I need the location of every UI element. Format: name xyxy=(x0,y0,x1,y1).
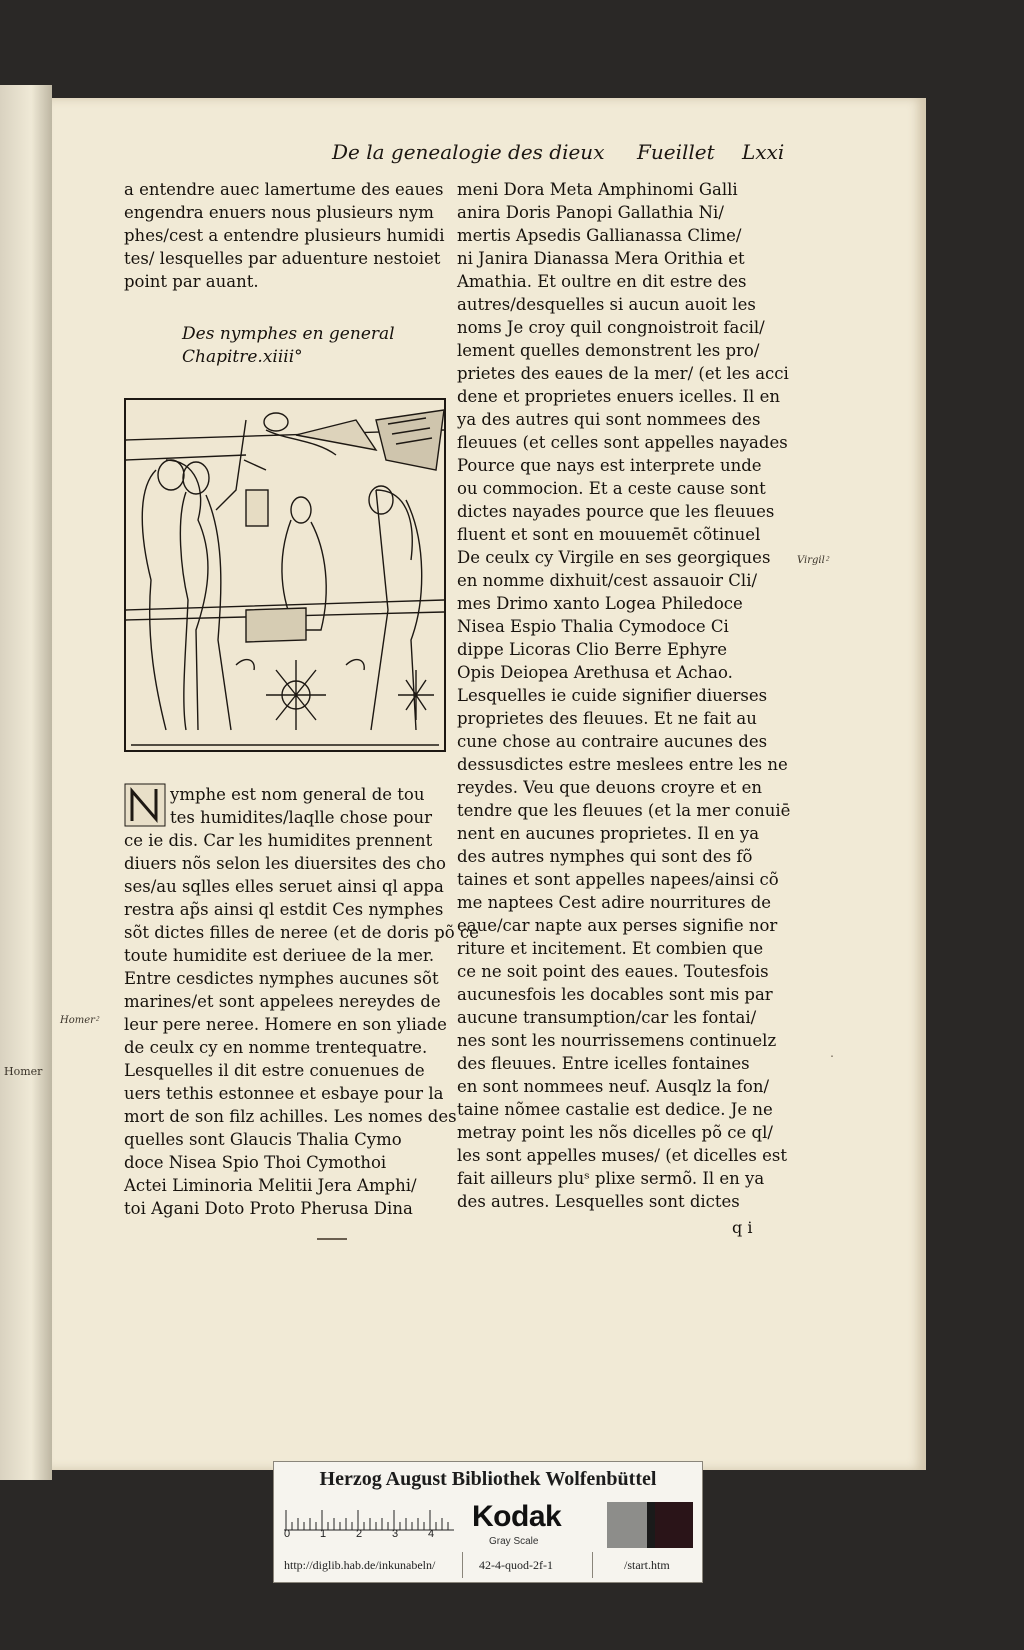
text-line: taines et sont appelles napees/ainsi cõ xyxy=(457,870,779,889)
text-line: de ceulx cy en nomme trentequatre. xyxy=(124,1038,428,1057)
text-line: des autres nymphes qui sont des fõ xyxy=(457,847,753,866)
text-line: ses/au sqlles elles seruet ainsi ql appa xyxy=(124,877,444,896)
text-line: toi Agani Doto Proto Pherusa Dina xyxy=(124,1199,413,1218)
facing-page-edge xyxy=(0,85,52,1480)
left-column-top xyxy=(124,178,445,293)
text-line: nent en aucunes proprietes. Il en ya xyxy=(457,824,760,843)
folio-number: Lxxi xyxy=(742,140,785,164)
signature-mark: q i xyxy=(732,1218,753,1237)
dark-swatch xyxy=(655,1502,693,1548)
ruler-number: 1 xyxy=(320,1528,327,1540)
text-line: point par auant. xyxy=(124,272,259,291)
text-line: reydes. Veu que deuons croyre et en xyxy=(457,778,763,797)
text-line: tes/ lesquelles par aduenture nestoiet xyxy=(124,249,441,268)
folio-label: Fueillet xyxy=(637,140,715,164)
chapter-number: Chapitre.xiiii° xyxy=(182,347,303,367)
text-line: engendra enuers nous plusieurs nym xyxy=(124,203,434,222)
kodak-logo: Kodak xyxy=(472,1500,562,1533)
facing-page-fragment: Homer xyxy=(4,1065,43,1078)
text-line: De ceulx cy Virgile en ses georgiques xyxy=(457,548,771,567)
library-title: Herzog August Bibliothek Wolfenbüttel xyxy=(319,1468,657,1490)
text-line: mes Drimo xanto Logea Philedoce xyxy=(457,594,743,613)
text-line: tendre que les fleuues (et la mer conuiē xyxy=(457,801,791,820)
url-right: /start.htm xyxy=(624,1558,670,1572)
text-line: aucune transumption/car les fontai/ xyxy=(457,1008,757,1027)
footer-divider xyxy=(462,1552,463,1578)
text-line: ya des autres qui sont nommees des xyxy=(457,410,761,429)
text-line: noms Je croy quil congnoistroit facil/ xyxy=(457,318,765,337)
text-line: fluent et sont en mouuemēt cõtinuel xyxy=(457,525,761,544)
text-line: meni Dora Meta Amphinomi Galli xyxy=(457,180,738,199)
ruler-number: 4 xyxy=(428,1528,435,1540)
text-line: en sont nommees neuf. Ausqlz la fon/ xyxy=(457,1077,770,1096)
text-line: restra ap̃s ainsi ql estdit Ces nymphes xyxy=(124,900,444,919)
text-line: sõt dictes filles de neree (et de doris põ ce xyxy=(124,923,479,942)
url-left: http://diglib.hab.de/inkunabeln/ xyxy=(284,1558,436,1572)
text-line: ou commocion. Et a ceste cause sont xyxy=(457,479,766,498)
text-line: Amathia. Et oultre en dit estre des xyxy=(457,272,747,291)
book-page xyxy=(52,98,926,1470)
ruler-number: 3 xyxy=(392,1528,399,1540)
catchmark-line xyxy=(317,1238,347,1240)
text-line: toute humidite est deriuee de la mer. xyxy=(124,946,435,965)
text-line: quelles sont Glaucis Thalia Cymo xyxy=(124,1130,402,1149)
right-column xyxy=(457,178,827,1213)
text-line: dene et proprietes enuers icelles. Il en xyxy=(457,387,780,406)
color-calibration-card xyxy=(273,1461,703,1583)
text-line: proprietes des fleuues. Et ne fait au xyxy=(457,709,757,728)
footer-divider xyxy=(592,1552,593,1578)
text-line: Entre cesdictes nymphes aucunes sõt xyxy=(124,969,439,988)
margin-note-virgile: Virgil⁲ xyxy=(797,555,829,566)
text-line: taine nõmee castalie est dedice. Je ne xyxy=(457,1100,773,1119)
text-line: anira Doris Panopi Gallathia Ni/ xyxy=(457,203,724,222)
text-line: phes/cest a entendre plusieurs humidi xyxy=(124,226,445,245)
text-line: prietes des eaues de la mer/ (et les acci xyxy=(457,364,789,383)
text-line: me naptees Cest adire nourritures de xyxy=(457,893,772,912)
text-line: uers tethis estonnee et esbaye pour la xyxy=(124,1084,444,1103)
margin-note-homer: Homer⁲ xyxy=(60,1015,99,1026)
text-line: ymphe est nom general de tou xyxy=(170,785,425,804)
text-line: mertis Apsedis Gallianassa Clime/ xyxy=(457,226,742,245)
text-line: Pource que nays est interprete unde xyxy=(457,456,762,475)
text-line: aucunesfois les docables sont mis par xyxy=(457,985,773,1004)
text-line: marines/et sont appelees nereydes de xyxy=(124,992,441,1011)
chapter-title: Des nymphes en general xyxy=(182,324,395,344)
text-line: fait ailleurs pluˢ plixe sermõ. Il en ya xyxy=(457,1169,765,1188)
text-line: dessusdictes estre meslees entre les ne xyxy=(457,755,788,774)
text-line: metray point les nõs dicelles põ ce ql/ xyxy=(457,1123,773,1142)
text-line: tes humidites/laqlle chose pour xyxy=(170,808,433,827)
text-line: Opis Deiopea Arethusa et Achao. xyxy=(457,663,733,682)
text-line: diuers nõs selon les diuersites des cho xyxy=(124,854,446,873)
text-line: nes sont les nourrissemens continuelz xyxy=(457,1031,777,1050)
text-line: ce ie dis. Car les humidites prennent xyxy=(124,831,433,850)
woodcut-illustration xyxy=(124,398,446,752)
text-line: Nisea Espio Thalia Cymodoce Ci xyxy=(457,617,729,636)
gray-swatch xyxy=(607,1502,647,1548)
text-line: fleuues (et celles sont appelles nayades xyxy=(457,433,788,452)
text-line: des autres. Lesquelles sont dictes xyxy=(457,1192,740,1211)
ruler-number: 0 xyxy=(284,1528,291,1540)
text-line: Lesquelles ie cuide signifier diuerses xyxy=(457,686,768,705)
text-line: ni Janira Dianassa Mera Orithia et xyxy=(457,249,745,268)
shelfmark: 42-4-quod-2f-1 xyxy=(479,1558,553,1572)
chapter-heading xyxy=(182,323,395,369)
black-swatch xyxy=(647,1502,655,1548)
text-line: eaue/car napte aux perses signifie nor xyxy=(457,916,778,935)
text-line: riture et incitement. Et combien que xyxy=(457,939,764,958)
margin-dot: ․ xyxy=(830,1046,835,1060)
text-line: dippe Licoras Clio Berre Ephyre xyxy=(457,640,728,659)
running-head: De la genealogie des dieux xyxy=(332,140,605,164)
text-line: autres/desquelles si aucun auoit les xyxy=(457,295,756,314)
text-line: en nomme dixhuit/cest assauoir Cli/ xyxy=(457,571,758,590)
text-line: doce Nisea Spio Thoi Cymothoi xyxy=(124,1153,387,1172)
text-line: a entendre auec lamertume des eaues xyxy=(124,180,444,199)
text-line: les sont appelles muses/ (et dicelles est xyxy=(457,1146,788,1165)
text-line: Lesquelles il dit estre conuenues de xyxy=(124,1061,425,1080)
text-line: ce ne soit point des eaues. Toutesfois xyxy=(457,962,769,981)
text-line: leur pere neree. Homere en son yliade xyxy=(124,1015,447,1034)
text-line: des fleuues. Entre icelles fontaines xyxy=(457,1054,750,1073)
text-line: mort de son filz achilles. Les nomes des xyxy=(124,1107,457,1126)
text-line: dictes nayades pource que les fleuues xyxy=(457,502,775,521)
text-line: lement quelles demonstrent les pro/ xyxy=(457,341,760,360)
text-line: cune chose au contraire aucunes des xyxy=(457,732,768,751)
woodcut-nymphs-image xyxy=(126,400,444,750)
ruler-number: 2 xyxy=(356,1528,363,1540)
left-column-bottom xyxy=(124,783,479,1220)
gray-scale-label: Gray Scale xyxy=(489,1536,539,1547)
text-line: Actei Liminoria Melitii Jera Amphi/ xyxy=(124,1176,417,1195)
